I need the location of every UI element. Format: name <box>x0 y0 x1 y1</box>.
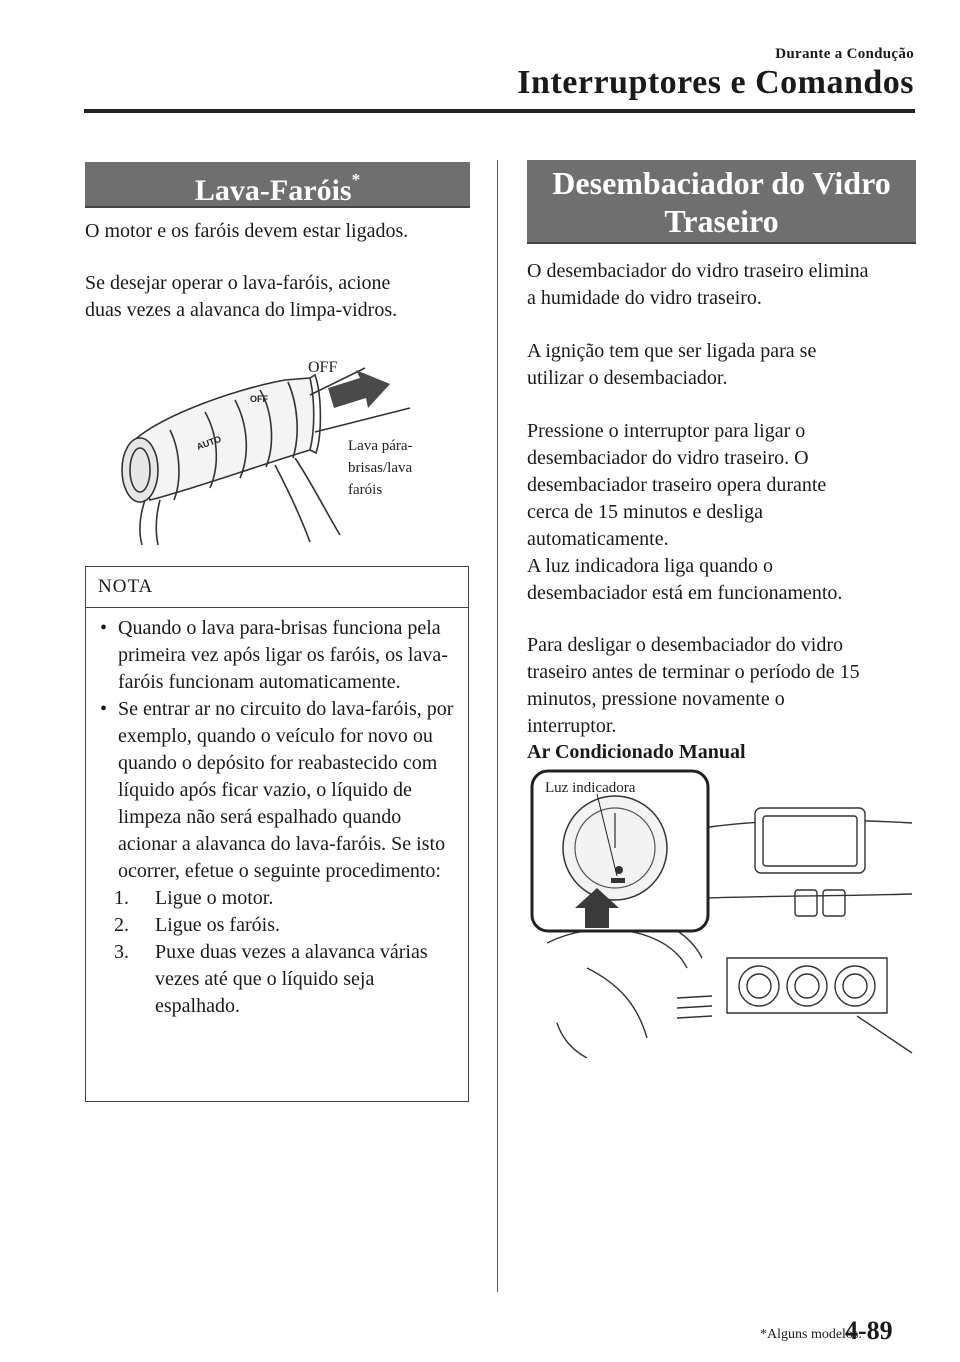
section-title: Durante a Condução <box>775 46 914 62</box>
note-step <box>98 885 462 912</box>
note-bullet <box>98 696 462 885</box>
body-paragraph: O motor e os faróis devem estar ligados. <box>85 220 409 242</box>
wiper-lever-figure <box>110 350 470 550</box>
figure-label-off: OFF <box>308 359 338 376</box>
note-bullet <box>98 615 462 696</box>
note-bullet-text: Quando o lava para-brisas funciona pela primeira vez após ligar os faróis, os lava-faróis funcionam automaticamente. <box>118 617 448 693</box>
subheading: Ar Condicionado Manual <box>527 741 746 763</box>
header-rule <box>84 109 915 113</box>
body-paragraph: Pressione o interruptor para ligar o desembaciador do vidro traseiro. O desembaciador traseiro opera durante cerca de 15 minutos e desliga automaticamente. A luz indicadora liga quando o desembaciador está em funcionamento. <box>527 420 843 604</box>
body-paragraph: Se desejar operar o lava-faróis, acione duas vezes a alavanca do limpa-vidros. <box>85 272 398 321</box>
figure-label-washer-2: brisas/lava <box>348 460 413 476</box>
bullet-marker: • <box>100 617 108 639</box>
bullet-marker: • <box>100 698 108 720</box>
note-heading: NOTA <box>86 567 468 608</box>
note-bullet-text: Se entrar ar no circuito do lava-faróis, por exemplo, quando o veículo for novo ou quando o depósito for reabastecido com líquido após ficar vazio, o líquido de limpeza não será espalhado quando acionar a alavanca do lava-faróis. Se isto ocorrer, efetue o seguinte procedimento: <box>118 698 454 882</box>
switch-auto-text: AUTO <box>195 433 223 452</box>
section-heading-line1: Desembaciador do Vidro <box>552 165 891 201</box>
note-box <box>85 566 469 1102</box>
figure-label-indicator: Luz indicadora <box>545 780 636 796</box>
footnote: *Alguns modelos. <box>760 1327 862 1342</box>
dashboard-figure <box>527 768 917 1058</box>
body-paragraph: A ignição tem que ser ligada para se utilizar o desembaciador. <box>527 340 817 389</box>
switch-off-text: OFF <box>250 394 268 404</box>
body-paragraph: Para desligar o desembaciador do vidro traseiro antes de terminar o período de 15 minutos, pressione novamente o interruptor. <box>527 634 860 737</box>
section-heading-line2: Traseiro <box>664 203 779 239</box>
figure-label-washer-1: Lava pára- <box>348 438 413 454</box>
section-heading: Lava-Faróis <box>194 174 352 207</box>
step-number: 2. <box>114 914 129 936</box>
section-banner-headlamp-washer <box>85 162 470 208</box>
figure-label-washer-3: faróis <box>348 482 383 498</box>
note-step <box>98 939 462 1020</box>
body-paragraph: O desembaciador do vidro traseiro elimina a humidade do vidro traseiro. <box>527 260 869 309</box>
note-step <box>98 912 462 939</box>
step-number: 3. <box>114 941 129 963</box>
chapter-title: Interruptores e Comandos <box>517 64 914 101</box>
section-banner-rear-defroster <box>527 160 916 244</box>
step-text: Ligue o motor. <box>155 887 274 909</box>
step-text: Puxe duas vezes a alavanca várias vezes até que o líquido seja espalhado. <box>155 941 428 1017</box>
column-divider <box>497 160 498 1292</box>
page-number: 4-89 <box>845 1316 893 1345</box>
note-list <box>98 615 462 1020</box>
step-number: 1. <box>114 887 129 909</box>
some-models-mark: * <box>351 170 361 189</box>
step-text: Ligue os faróis. <box>155 914 280 936</box>
